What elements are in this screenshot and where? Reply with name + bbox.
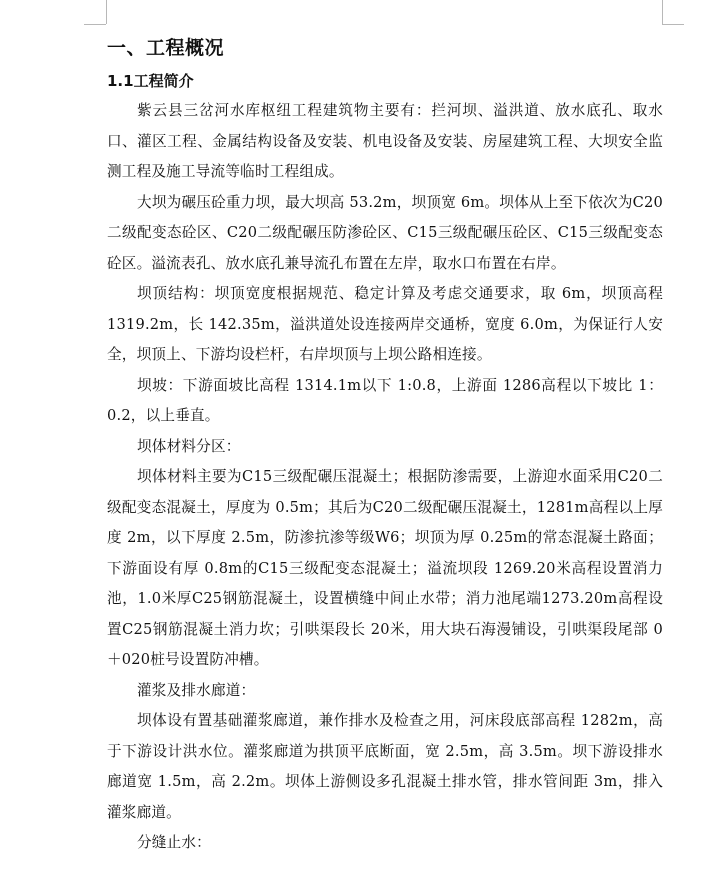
paragraph-gallery-title: 灌浆及排水廊道： <box>137 681 256 699</box>
paragraph-gallery: 坝体设有置基础灌浆廊道，兼作排水及检查之用，河床段底部高程 1282m，高于下游设计洪水位。灌浆廊道为拱顶平底断面，宽 2.5m，高 3.5m。坝下游设排水廊道宽 1.5m，高 2.2m。坝体上游侧设多孔混凝土排水管，排水管间距 3m，排入灌浆廊道。 <box>107 712 663 821</box>
paragraph-material-zoning-title: 坝体材料分区： <box>137 437 241 455</box>
crop-mark-top-right-horizontal <box>662 24 684 25</box>
paragraph-dam-type: 大坝为碾压砼重力坝，最大坝高 53.2m，坝顶宽 6m。坝体从上至下依次为C20二级配变态砼区、C20二级配碾压防渗砼区、C15三级配碾压砼区、C15三级配变态砼区。溢流表孔、放水底孔兼导流孔布置在左岸，取水口布置在右岸。 <box>107 193 663 272</box>
paragraph-crest-structure: 坝顶结构：坝顶宽度根据规范、稳定计算及考虑交通要求，取 6m，坝顶高程 1319.2m，长 142.35m，溢洪道处设连接两岸交通桥，宽度 6.0m，为保证行人安全，坝顶上、下游均设栏杆，右岸坝顶与上坝公路相连接。 <box>107 285 663 363</box>
crop-mark-top-right-vertical <box>662 0 663 24</box>
subsection-heading: 1.1工程简介 <box>107 72 194 90</box>
crop-mark-top-left-horizontal <box>84 24 106 25</box>
paragraph-joint-seal-title: 分缝止水： <box>137 834 211 851</box>
section-heading: 一、工程概况 <box>107 37 225 59</box>
crop-mark-top-left-vertical <box>106 0 107 24</box>
paragraph-material-zoning: 坝体材料主要为C15三级配碾压混凝土；根据防渗需要，上游迎水面采用C20二级配变态混凝土，厚度为 0.5m；其后为C20二级配碾压混凝土，1281m高程以上厚度 2m，以下厚度 2.5m，防渗抗渗等级W6；坝顶为厚 0.25m的常态混凝土路面；下游面设有厚 0.8m的C15三级配变态混凝土；溢流坝段 1269.20米高程设置消力池，1.0米厚C25钢筋混凝土，设置横缝中间止水带；消力池尾端1273.20m高程设置C25钢筋混凝土消力坎；引哄渠段长 20米，用大块石海漫铺设，引哄渠段尾部 0＋020桩号设置防冲槽。 <box>107 468 663 668</box>
document-body <box>107 34 663 859</box>
paragraph-dam-slope: 坝坡：下游面坡比高程 1314.1m以下 1:0.8，上游面 1286高程以下坡比 1：0.2，以上垂直。 <box>107 376 663 424</box>
paragraph-overview: 紫云县三岔河水库枢纽工程建筑物主要有：拦河坝、溢洪道、放水底孔、取水口、灌区工程、金属结构设备及安装、机电设备及安装、房屋建筑工程、大坝安全监测工程及施工导流等临时工程组成。 <box>107 102 663 180</box>
